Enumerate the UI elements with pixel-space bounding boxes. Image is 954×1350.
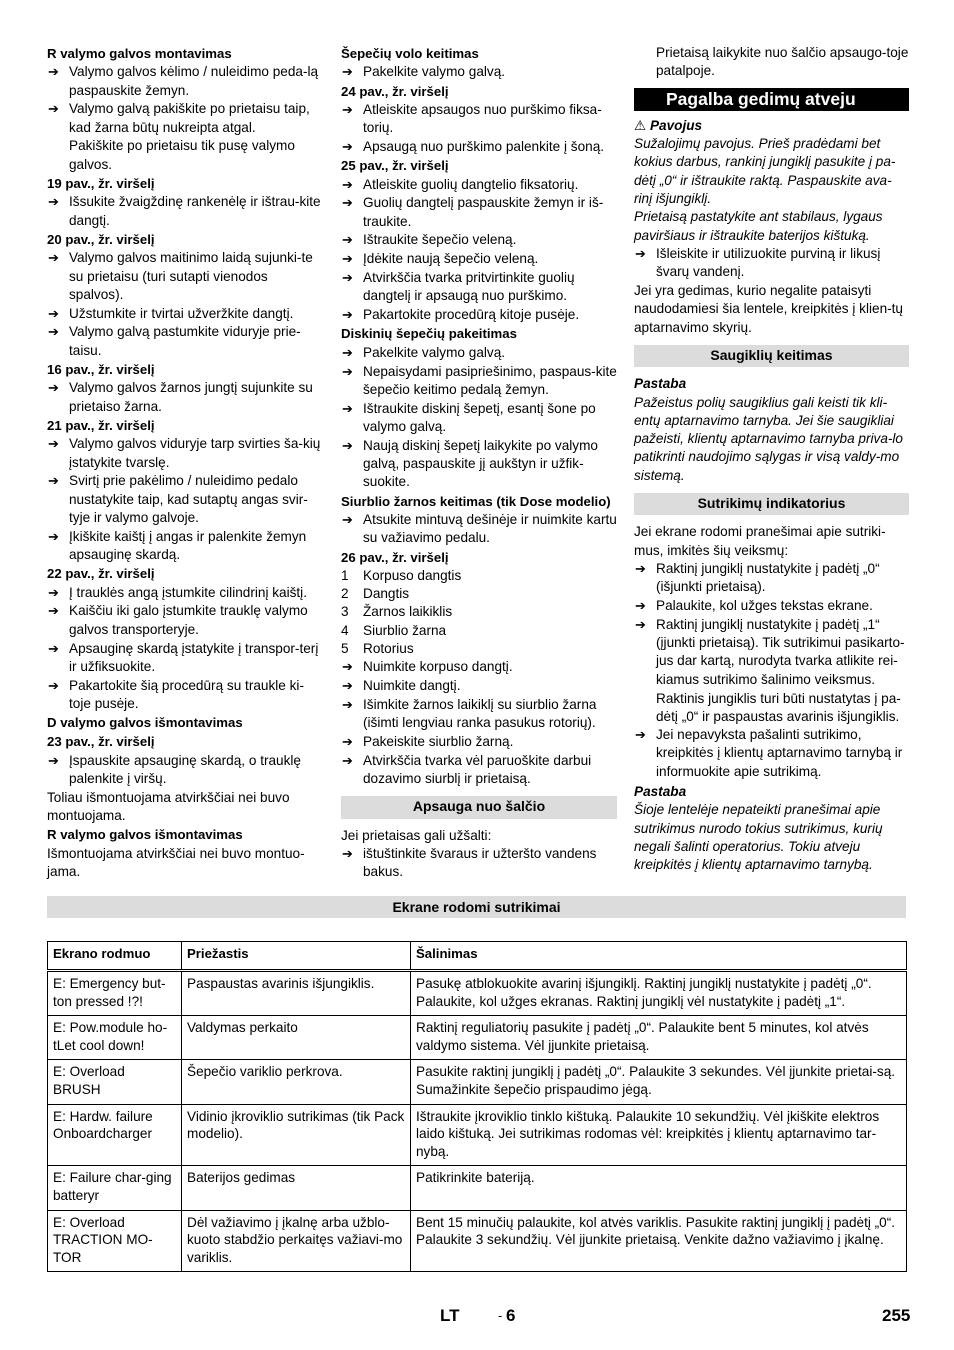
footer-separator: -: [498, 1308, 503, 1323]
italic-paragraph: Sužalojimų pavojus. Prieš pradėdami bet kokius darbus, rankinį jungiklį pasukite į pa-dėtį „0“ ir ištraukite raktą. Paspauskite ava-rinį išjungiklį.: [634, 136, 896, 207]
remedy-cell: Bent 15 minučių palaukite, kol atvės variklis. Pasukite raktinį jungiklį į padėtį „0“. Palaukite 3 sekundžių. Vėl įjunkite prietaisą. Venkite dažno važiavimo į įkalnę.: [411, 1210, 907, 1272]
arrow-right-icon: ➔: [48, 584, 59, 600]
step-text: Ištraukite šepečio veleną.: [363, 232, 517, 248]
page-footer: [0, 1306, 954, 1330]
cause-cell: Dėl važiavimo į įkalnę arba užblo-kuoto stabdžio perkaitęs važiavi-mo variklis.: [182, 1210, 411, 1272]
step-text: Naują diskinį šepetį laikykite po valymo galvą, paspauskite jį aukštyn ir užfik-suokite.: [363, 437, 598, 490]
step-item: [47, 472, 321, 527]
cause-cell: Vidinio įkroviklio sutrikimas (tik Pack modelio).: [182, 1104, 411, 1166]
arrow-right-icon: ➔: [342, 138, 353, 154]
table-row: [48, 1104, 907, 1166]
item-number: 4: [341, 622, 349, 638]
step-text: Užstumkite ir tvirtai užveržkite dangtį.: [69, 305, 294, 321]
grey-section-heading: Sutrikimų indikatorius: [634, 493, 909, 515]
step-item: [47, 100, 321, 137]
step-text: Valymo galvos maitinimo laidą sujunki-te su prietaisu (turi sutapti vienodos spalvos).: [69, 250, 313, 302]
step-item: [341, 511, 617, 548]
step-text: Pakartokite procedūrą kitoje pusėje.: [363, 307, 580, 323]
item-number: 5: [341, 641, 349, 656]
grey-section-heading: Apsauga nuo šalčio: [341, 796, 617, 818]
step-item: [47, 305, 321, 323]
step-text: Nepaisydami pasipriešinimo, paspaus-kite šepečio keitimo pedalą žemyn.: [363, 363, 617, 397]
step-item: [341, 101, 617, 138]
step-text: Atleiskite guolių dangtelio fiksatorių.: [363, 176, 579, 192]
note-heading: Pastaba: [634, 783, 687, 799]
arrow-right-icon: ➔: [342, 437, 353, 453]
step-item: [341, 344, 617, 362]
step-text: Į trauklės angą įstumkite cilindrinį kaištį.: [69, 584, 307, 600]
section-heading: Siurblio žarnos keitimas (tik Dose modelio): [341, 493, 611, 509]
arrow-right-icon: ➔: [342, 344, 353, 360]
arrow-right-icon: ➔: [342, 101, 353, 117]
arrow-right-icon: ➔: [48, 324, 59, 340]
step-item: [47, 584, 321, 602]
numbered-item: [341, 567, 617, 585]
section-heading: 24 pav., žr. viršelį: [341, 83, 449, 99]
step-text: Atleiskite apsaugos nuo purškimo fiksa-torių.: [363, 101, 602, 136]
step-item: [47, 379, 321, 416]
page-number: 255: [882, 1306, 911, 1325]
arrow-right-icon: ➔: [48, 677, 59, 693]
col-header-display: Ekrano rodmuo: [48, 942, 182, 971]
step-item: [47, 323, 321, 360]
warning-label: Pavojus: [649, 117, 703, 133]
item-text: Siurblio žarna: [363, 622, 447, 638]
arrow-right-icon: ➔: [342, 678, 353, 694]
section-heading: 20 pav., žr. viršelį: [47, 231, 155, 247]
footer-section-number: 6: [506, 1306, 516, 1325]
paragraph: Jei ekrane rodomi pranešimai apie sutriki-mus, imkitės šių veiksmų:: [634, 524, 886, 558]
paragraph: Išmontuojama atvirkščiai nei buvo montuo-jama.: [47, 845, 305, 880]
step-item: [341, 400, 617, 437]
step-text: Palaukite, kol užges tekstas ekrane.: [656, 598, 873, 614]
arrow-right-icon: ➔: [48, 305, 59, 321]
numbered-item: [341, 585, 617, 603]
step-text: Nuimkite dangtį.: [363, 678, 461, 694]
numbered-item: [341, 640, 617, 658]
step-text: Pakartokite šią procedūrą su traukle ki-toje pusėje.: [69, 677, 304, 711]
warning-triangle-icon: ⚠: [634, 117, 650, 133]
step-item: [341, 696, 617, 733]
arrow-right-icon: ➔: [48, 528, 59, 544]
display-cell: E: Failure char-ging batteryr: [48, 1166, 182, 1210]
step-text: Nuimkite korpuso dangtį.: [363, 659, 513, 675]
step-item: [47, 435, 321, 472]
arrow-right-icon: ➔: [48, 436, 59, 452]
arrow-right-icon: ➔: [342, 176, 353, 192]
arrow-right-icon: ➔: [342, 64, 353, 80]
arrow-right-icon: ➔: [635, 245, 646, 261]
step-item: [47, 528, 321, 565]
section-heading: Šepečių volo keitimas: [341, 46, 479, 61]
arrow-right-icon: ➔: [342, 400, 353, 416]
section-heading: R valymo galvos išmontavimas: [47, 827, 243, 843]
cause-cell: Baterijos gedimas: [182, 1166, 411, 1210]
display-cell: E: Overload BRUSH: [48, 1060, 182, 1104]
item-text: Žarnos laikiklis: [363, 604, 453, 620]
grey-section-heading: Saugiklių keitimas: [634, 345, 909, 367]
step-item: [634, 560, 909, 597]
arrow-right-icon: ➔: [342, 511, 353, 527]
remedy-cell: Patikrinkite bateriją.: [411, 1166, 907, 1210]
step-text: ištuštinkite švaraus ir užteršto vandens bakus.: [363, 845, 597, 880]
section-heading: 21 pav., žr. viršelį: [47, 417, 155, 433]
cause-cell: Šepečio variklio perkrova.: [182, 1060, 411, 1104]
remedy-cell: Pasukę atblokuokite avarinį išjungiklį. Raktinį jungiklį nustatykite į padėtį „0“. Palaukite, kol užges ekranas. Raktinį jungiklį vėl nustatykite į padėtį „1“.: [411, 971, 907, 1016]
section-heading: 23 pav., žr. viršelį: [47, 734, 155, 750]
step-text: Raktinį jungiklį nustatykite į padėtį „0“ (išjunkti prietaisą).: [656, 560, 880, 595]
step-item: [341, 845, 617, 882]
note-heading: Pastaba: [634, 376, 687, 392]
step-text: Valymo galvos viduryje tarp svirties ša-kių įstatykite tvarslę.: [69, 436, 321, 470]
step-text: Įkiškite kaištį į angas ir palenkite žemyn apsauginę skardą.: [69, 528, 307, 563]
arrow-right-icon: ➔: [342, 733, 353, 749]
col-header-remedy: Šalinimas: [411, 942, 907, 971]
column-right: [634, 44, 909, 874]
step-item: [341, 63, 617, 81]
step-text: Guolių dangtelį paspauskite žemyn ir iš-traukite.: [363, 195, 604, 229]
arrow-right-icon: ➔: [48, 603, 59, 619]
section-heading: 26 pav., žr. viršelį: [341, 549, 449, 565]
step-text: Apsauginę skardą įstatykite į transpor-terį ir užfiksuokite.: [69, 640, 319, 674]
column-left: [47, 44, 321, 881]
cause-cell: Paspaustas avarinis išjungiklis.: [182, 971, 411, 1016]
step-text: Išimkite žarnos laikiklį su siurblio žarna (išimti lengviau ranka pasukus rotorių).: [363, 696, 597, 731]
arrow-right-icon: ➔: [48, 101, 59, 117]
table-row: [48, 1210, 907, 1272]
arrow-right-icon: ➔: [48, 194, 59, 210]
table-row: [48, 971, 907, 1016]
step-item: [341, 176, 617, 194]
item-number: 3: [341, 604, 349, 620]
step-text: Valymo galvą pakiškite po prietaisu taip, kad žarna būtų nukreipta atgal.: [69, 101, 310, 135]
step-text: Atvirkščia tvarka pritvirtinkite guolių dangtelį ir apsaugą nuo purškimo.: [363, 270, 575, 304]
section-heading: Diskinių šepečių pakeitimas: [341, 326, 517, 342]
step-item: [341, 658, 617, 676]
col-header-cause: Priežastis: [182, 942, 411, 971]
section-heading: 16 pav., žr. viršelį: [47, 362, 155, 378]
step-item: [47, 249, 321, 304]
arrow-right-icon: ➔: [342, 845, 353, 861]
step-text: Pakelkite valymo galvą.: [363, 64, 506, 80]
column-middle: [341, 44, 617, 882]
numbered-item: [341, 622, 617, 640]
fault-table: [47, 941, 907, 1272]
item-text: Dangtis: [363, 586, 410, 602]
step-text: Raktinį jungiklį nustatykite į padėtį „1“ (įjunkti prietaisą). Tik sutrikimui pasikarto-jus dar kartą, nurodyta tvarka atlikite rei-kiamus sutrikimo šalinimo veiksmus.: [656, 616, 905, 687]
arrow-right-icon: ➔: [342, 363, 353, 379]
cause-cell: Valdymas perkaito: [182, 1016, 411, 1060]
arrow-right-icon: ➔: [48, 473, 59, 489]
arrow-right-icon: ➔: [635, 727, 646, 743]
arrow-right-icon: ➔: [342, 696, 353, 712]
section-heading: R valymo galvos montavimas: [47, 46, 232, 61]
item-text: Rotorius: [363, 641, 414, 656]
section-heading: 22 pav., žr. viršelį: [47, 566, 155, 582]
arrow-right-icon: ➔: [635, 598, 646, 614]
footer-language: LT: [440, 1306, 460, 1325]
italic-paragraph: Prietaisą pastatykite ant stabilaus, lygaus paviršiaus ir ištraukite baterijos kištuką.: [634, 209, 883, 243]
paragraph: Jei prietaisas gali užšalti:: [341, 827, 492, 843]
section-heading: 25 pav., žr. viršelį: [341, 158, 449, 174]
step-item: [341, 363, 617, 400]
item-text: Korpuso dangtis: [363, 567, 462, 583]
arrow-right-icon: ➔: [342, 659, 353, 675]
paragraph: Toliau išmontuojama atvirkščiai nei buvo montuojama.: [47, 789, 290, 824]
step-text: Valymo galvos kėlimo / nuleidimo peda-lą paspauskite žemyn.: [69, 64, 319, 98]
step-text: Atsukite mintuvą dešinėje ir nuimkite kartu su važiavimo pedalu.: [363, 511, 617, 546]
section-heading: D valymo galvos išmontavimas: [47, 715, 243, 731]
fault-table-title: Ekrane rodomi sutrikimai: [47, 896, 906, 918]
step-item: [341, 138, 617, 156]
step-item: [634, 597, 909, 615]
step-item: [47, 640, 321, 677]
display-cell: E: Pow.module ho-tLet cool down!: [48, 1016, 182, 1060]
step-item: [341, 194, 617, 231]
step-text: Valymo galvą pastumkite viduryje prie-taisu.: [69, 324, 301, 358]
step-item: [47, 677, 321, 714]
step-text: Valymo galvos žarnos jungtį sujunkite su prietaiso žarna.: [69, 380, 313, 414]
arrow-right-icon: ➔: [48, 640, 59, 656]
step-text: Įspauskite apsauginę skardą, o trauklę palenkite į viršų.: [69, 752, 301, 787]
step-text: Įdėkite naują šepečio veleną.: [363, 251, 539, 267]
paragraph: Jei yra gedimas, kurio negalite pataisyti naudodamiesi šia lentele, kreipkitės į klien-tų aptarnavimo skyrių.: [634, 283, 903, 335]
warning-heading: [634, 117, 909, 135]
table-row: [48, 1166, 907, 1210]
step-text: Atvirkščia tvarka vėl paruoškite darbui dozavimo siurblį ir prietaisą.: [363, 752, 592, 787]
arrow-right-icon: ➔: [342, 270, 353, 286]
indented-text: Prietaisą laikykite nuo šalčio apsaugo-toje patalpoje.: [656, 45, 909, 79]
arrow-right-icon: ➔: [48, 64, 59, 80]
step-item: [47, 752, 321, 789]
italic-paragraph: Pažeistus polių saugiklius gali keisti tik kli-entų aptarnavimo tarnyba. Jei šie saugikliai pažeisti, klientų aptarnavimo tarnyba priva-lo patikrinti naudojimo sąlygas ir visą valdy-mo sistemą.: [634, 394, 903, 483]
remedy-cell: Pasukite raktinį jungiklį į padėtį „0“. Palaukite 3 sekundes. Vėl įjunkite prietai-są. Sumažinkite šepečio prispaudimo jėgą.: [411, 1060, 907, 1104]
arrow-right-icon: ➔: [342, 195, 353, 211]
step-item: [341, 752, 617, 789]
step-text: Išleiskite ir utilizuokite purviną ir likusį švarų vandenį.: [656, 245, 881, 280]
step-text: Pakelkite valymo galvą.: [363, 344, 506, 360]
step-item: [634, 616, 909, 689]
step-item: [341, 250, 617, 268]
item-number: 1: [341, 567, 349, 583]
step-text: Išsukite žvaigždinę rankenėlę ir ištrau-kite dangtį.: [69, 194, 321, 228]
step-text: Ištraukite diskinį šepetį, esantį šone po valymo galvą.: [363, 400, 596, 434]
arrow-right-icon: ➔: [48, 752, 59, 768]
item-number: 2: [341, 586, 349, 602]
step-text: Jei nepavyksta pašalinti sutrikimo, kreipkitės į klientų aptarnavimo tarnybą ir informuokite apie sutrikimą.: [656, 727, 903, 779]
step-text: Kaiščiu iki galo įstumkite trauklę valymo galvos transporteryje.: [69, 603, 308, 637]
arrow-right-icon: ➔: [342, 752, 353, 768]
step-item: [47, 63, 321, 100]
arrow-right-icon: ➔: [48, 250, 59, 266]
numbered-item: [341, 603, 617, 621]
indented-text: Raktinis jungiklis turi būti nustatytas į pa-dėtį „0“ ir paspaustas avarinis išjungiklis.: [656, 690, 901, 724]
table-row: [48, 1060, 907, 1104]
display-cell: E: Emergency but-ton pressed !?!: [48, 971, 182, 1016]
italic-paragraph: Šioje lentelėje nepateikti pranešimai apie sutrikimus nurodo tokius sutrikimus, kurių negali šalinti operatorius. Tokiu atveju kreipkitės į klientų aptarnavimo tarnybą.: [634, 802, 883, 873]
remedy-cell: Ištraukite įkroviklio tinklo kištuką. Palaukite 10 sekundžių. Vėl įkiškite elektros laido kištuką. Jei sutrikimas rodomas vėl: kreipkitės į klientų aptarnavimo tar-nybą.: [411, 1104, 907, 1166]
main-section-heading: Pagalba gedimų atveju: [634, 88, 909, 111]
step-text: Pakeiskite siurblio žarną.: [363, 733, 514, 749]
step-item: [634, 245, 909, 282]
arrow-right-icon: ➔: [48, 380, 59, 396]
step-item: [341, 733, 617, 751]
step-item: [341, 677, 617, 695]
arrow-right-icon: ➔: [635, 560, 646, 576]
table-row: [48, 1016, 907, 1060]
display-cell: E: Hardw. failure Onboardcharger: [48, 1104, 182, 1166]
indented-text: Pakiškite po prietaisu tik pusę valymo galvos.: [69, 138, 295, 172]
arrow-right-icon: ➔: [342, 307, 353, 323]
step-item: [47, 193, 321, 230]
step-text: Apsaugą nuo purškimo palenkite į šoną.: [363, 138, 605, 154]
step-item: [47, 602, 321, 639]
step-item: [634, 726, 909, 781]
arrow-right-icon: ➔: [635, 616, 646, 632]
step-text: Svirtį prie pakėlimo / nuleidimo pedalo nustatykite taip, kad sutaptų angas svir-tyje ir valymo galvoje.: [69, 473, 308, 525]
step-item: [341, 231, 617, 249]
arrow-right-icon: ➔: [342, 232, 353, 248]
section-heading: 19 pav., žr. viršelį: [47, 176, 155, 192]
step-item: [341, 437, 617, 492]
arrow-right-icon: ➔: [342, 251, 353, 267]
remedy-cell: Raktinį reguliatorių pasukite į padėtį „0“. Palaukite bent 5 minutes, kol atvės valdymo sistema. Vėl įjunkite prietaisą.: [411, 1016, 907, 1060]
step-item: [341, 269, 617, 306]
step-item: [341, 306, 617, 324]
display-cell: E: Overload TRACTION MO-TOR: [48, 1210, 182, 1272]
